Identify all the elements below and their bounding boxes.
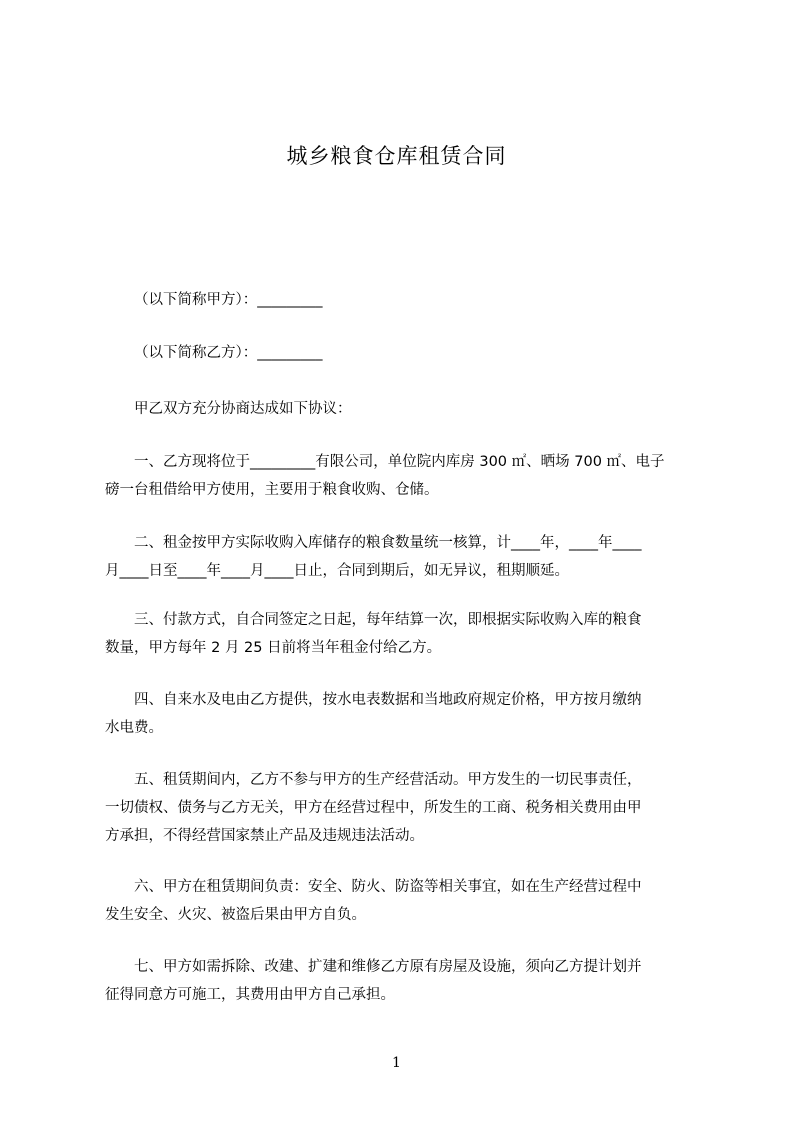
party-a-line — [105, 286, 705, 314]
clause-6-line-1: 六、甲方在租赁期间负责：安全、防火、防盗等相关事宜，如在生产经营过程中 — [134, 879, 642, 895]
clause-7 — [105, 953, 705, 1009]
party-a-text: （以下简称甲方）：_________ — [134, 292, 323, 308]
clause-3-line-1: 三、付款方式，自合同签定之日起，每年结算一次，即根据实际收购入库的粮食 — [134, 612, 642, 628]
clause-5-line-2: 一切债权、债务与乙方无关，甲方在经营过程中，所发生的工商、税务相关费用由甲 — [105, 800, 642, 816]
clause-5-line-3: 方承担，不得经营国家禁止产品及违规违法活动。 — [105, 828, 424, 844]
document-title: 城乡粮食仓库租赁合同 — [286, 144, 507, 168]
clause-1-line-1: 一、乙方现将位于_________有限公司，单位院内库房 300 ㎡、晒场 700 ㎡、电子 — [134, 454, 665, 470]
clause-6 — [105, 873, 705, 929]
intro-text: 甲乙双方充分协商达成如下协议： — [134, 401, 352, 417]
clause-2-line-1: 二、租金按甲方实际收购入库储存的粮食数量统一核算，计____年，____年____ — [134, 535, 642, 551]
clause-1 — [105, 448, 705, 504]
party-b-line — [105, 339, 705, 367]
clause-3 — [105, 606, 705, 662]
clause-3-line-2: 数量，甲方每年 2 月 25 日前将当年租金付给乙方。 — [105, 640, 442, 656]
clause-6-line-2: 发生安全、火灾、被盗后果由甲方自负。 — [105, 907, 366, 923]
clause-2 — [105, 529, 705, 585]
clause-7-line-1: 七、甲方如需拆除、改建、扩建和维修乙方原有房屋及设施，须向乙方提计划并 — [134, 959, 642, 975]
party-b-text: （以下简称乙方）：_________ — [134, 345, 323, 361]
clause-1-line-2: 磅一台租借给甲方使用，主要用于粮食收购、仓储。 — [105, 482, 439, 498]
clause-7-line-2: 征得同意方可施工，其费用由甲方自己承担。 — [105, 987, 395, 1003]
clause-4-line-2: 水电费。 — [105, 720, 163, 736]
clause-2-line-2: 月____日至____年____月____日止，合同到期后，如无异议，租期顺延。 — [105, 563, 569, 579]
clause-4-line-1: 四、自来水及电由乙方提供，按水电表数据和当地政府规定价格，甲方按月缴纳 — [134, 692, 642, 708]
intro-line — [105, 395, 705, 423]
page-number: 1 — [392, 1055, 401, 1071]
clause-5-line-1: 五、租赁期间内，乙方不参与甲方的生产经营活动。甲方发生的一切民事责任， — [134, 772, 642, 788]
clause-4 — [105, 686, 705, 742]
clause-5 — [105, 766, 705, 850]
